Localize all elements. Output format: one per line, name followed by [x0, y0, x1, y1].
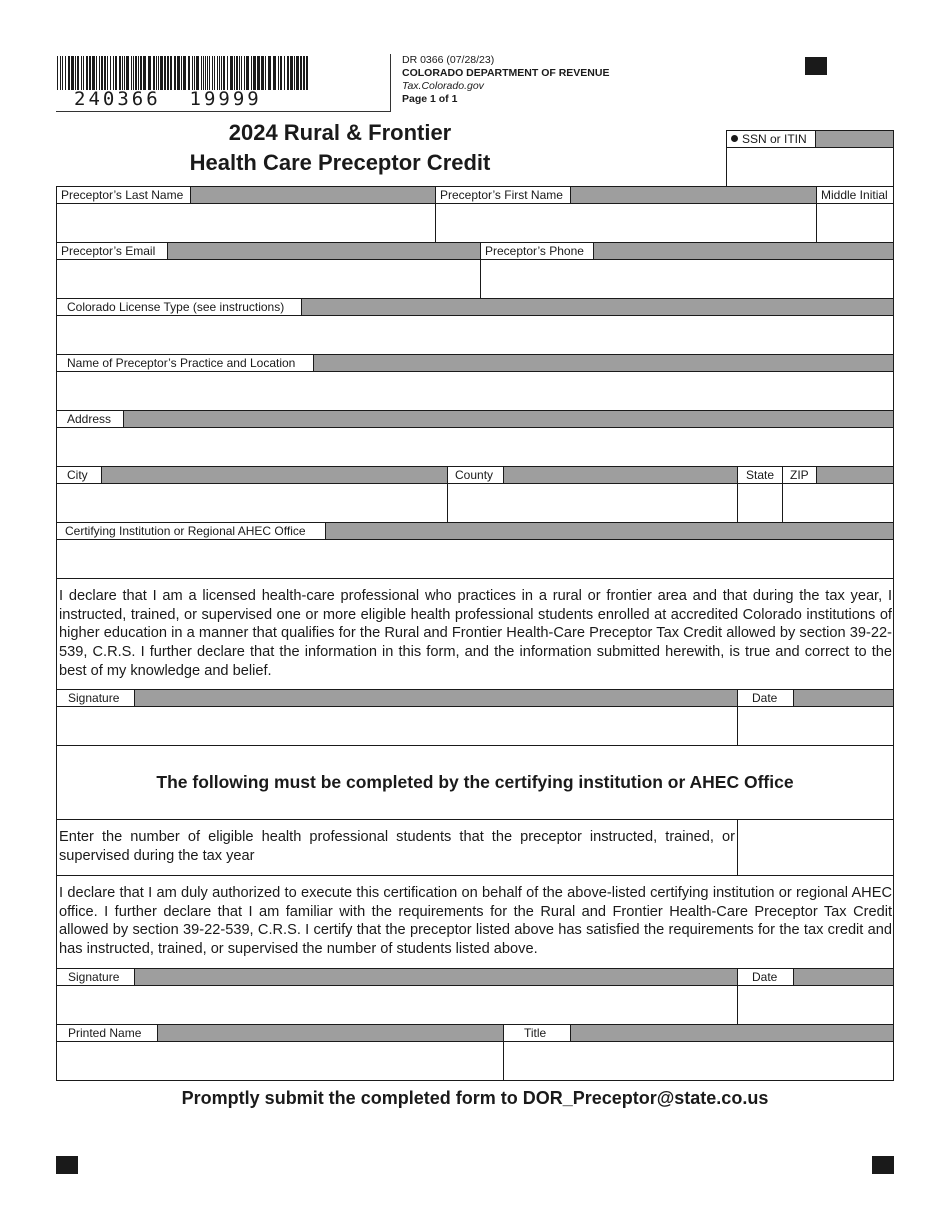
- barcode-bar: [294, 56, 295, 90]
- county-label: County: [447, 466, 504, 484]
- state-label: State: [737, 466, 783, 484]
- barcode-bar: [306, 56, 308, 90]
- barcode-bar: [158, 56, 159, 90]
- barcode-bar: [217, 56, 218, 90]
- registration-mark-top-right: [805, 57, 827, 75]
- signature1-bar: [56, 689, 738, 707]
- barcode-bar: [135, 56, 137, 90]
- zip-label: ZIP: [782, 466, 817, 484]
- barcode-bar: [284, 56, 285, 90]
- barcode-number: 240366 19999: [74, 88, 262, 110]
- first-name-label: Preceptor’s First Name: [435, 186, 571, 204]
- last-name-label: Preceptor’s Last Name: [56, 186, 191, 204]
- barcode-bar: [214, 56, 215, 90]
- barcode-bar: [273, 56, 276, 90]
- email-label: Preceptor’s Email: [56, 242, 168, 260]
- barcode-bar: [160, 56, 163, 90]
- barcode-bar: [278, 56, 279, 90]
- practice-name-label: Name of Preceptor’s Practice and Location: [56, 354, 314, 372]
- barcode-bar: [268, 56, 271, 90]
- barcode-bar: [205, 56, 206, 90]
- barcode-bar: [138, 56, 139, 90]
- form-id: DR 0366 (07/28/23): [402, 54, 495, 66]
- certifying-institution-label: Certifying Institution or Regional AHEC Office: [56, 522, 326, 540]
- barcode-bar: [234, 56, 235, 90]
- barcode-bar: [167, 56, 169, 90]
- registration-mark-bottom-right: [872, 1156, 894, 1174]
- barcode-bar: [143, 56, 146, 90]
- barcode-bar: [133, 56, 134, 90]
- barcode-bar: [140, 56, 142, 90]
- barcode-bar: [241, 56, 242, 90]
- barcode-image: [57, 56, 309, 90]
- barcode-bar: [170, 56, 172, 90]
- address-label: Address: [56, 410, 124, 428]
- barcode-bar: [65, 56, 66, 90]
- students-prompt: Enter the number of eligible health professional students that the preceptor instructed, trained, or supervised during the tax year: [59, 829, 735, 864]
- barcode-bar: [62, 56, 63, 90]
- barcode-bar: [89, 56, 91, 90]
- barcode-bar: [201, 56, 202, 90]
- city-label: City: [56, 466, 102, 484]
- city-bar: [56, 466, 448, 484]
- title-label: Title: [503, 1024, 571, 1042]
- bullet-icon: [731, 135, 738, 142]
- barcode-bar: [261, 56, 264, 90]
- address-bar: [56, 410, 894, 428]
- form-title-line2: Health Care Preceptor Credit: [189, 150, 491, 175]
- barcode-bar: [296, 56, 299, 90]
- barcode-bar: [122, 56, 123, 90]
- form-title-line1: 2024 Rural & Frontier: [228, 120, 452, 145]
- date1-label: Date: [737, 689, 794, 707]
- barcode-bar: [236, 56, 238, 90]
- barcode-bar: [203, 56, 204, 90]
- barcode-bar: [131, 56, 132, 90]
- barcode-bar: [290, 56, 293, 90]
- barcode-bar: [113, 56, 114, 90]
- date2-label: Date: [737, 968, 794, 986]
- barcode-bar: [124, 56, 125, 90]
- barcode-bar: [244, 56, 245, 90]
- barcode-bar: [223, 56, 225, 90]
- barcode-bar: [68, 56, 70, 90]
- barcode-bar: [57, 56, 58, 90]
- barcode-bar: [212, 56, 213, 90]
- barcode-bar: [196, 56, 199, 90]
- barcode-bar: [119, 56, 121, 90]
- ssn-label-text: SSN or ITIN: [742, 132, 807, 146]
- barcode-bar: [239, 56, 240, 90]
- barcode-bar: [107, 56, 108, 90]
- barcode-bar: [164, 56, 166, 90]
- license-type-label: Colorado License Type (see instructions): [56, 298, 302, 316]
- registration-mark-bottom-left: [56, 1156, 78, 1174]
- ssn-label: [726, 130, 816, 148]
- signature2-label: Signature: [56, 968, 135, 986]
- barcode-bar: [81, 56, 82, 90]
- barcode-bar: [148, 56, 151, 90]
- barcode-bar: [101, 56, 103, 90]
- barcode-bar: [86, 56, 88, 90]
- barcode-bar: [96, 56, 97, 90]
- barcode-bar: [75, 56, 76, 90]
- barcode-bar: [71, 56, 74, 90]
- barcode-bar: [230, 56, 233, 90]
- barcode-bar: [183, 56, 186, 90]
- barcode-bar: [153, 56, 155, 90]
- header-divider: [390, 54, 391, 112]
- barcode-bar: [192, 56, 193, 90]
- barcode-bar: [251, 56, 252, 90]
- website: Tax.Colorado.gov: [402, 80, 484, 92]
- department-name: COLORADO DEPARTMENT OF REVENUE: [402, 67, 610, 79]
- barcode-bar: [287, 56, 289, 90]
- barcode-bar: [126, 56, 129, 90]
- barcode-bar: [181, 56, 182, 90]
- submit-instructions: Promptly submit the completed form to DOR_Preceptor@state.co.us: [181, 1088, 769, 1108]
- phone-label: Preceptor’s Phone: [480, 242, 594, 260]
- barcode-bar: [174, 56, 176, 90]
- barcode-bar: [104, 56, 106, 90]
- signature1-label: Signature: [56, 689, 135, 707]
- barcode-bar: [188, 56, 190, 90]
- barcode-bar: [156, 56, 157, 90]
- barcode-bar: [300, 56, 302, 90]
- barcode-bar: [99, 56, 100, 90]
- middle-initial-label: Middle Initial: [816, 186, 894, 204]
- barcode-bar: [60, 56, 61, 90]
- barcode-bar: [257, 56, 260, 90]
- barcode-bar: [77, 56, 79, 90]
- students-count-input[interactable]: [737, 819, 894, 876]
- section-heading: The following must be completed by the certifying institution or AHEC Office: [156, 772, 794, 792]
- barcode-bar: [265, 56, 266, 90]
- barcode-bar: [177, 56, 180, 90]
- barcode-bar: [92, 56, 95, 90]
- barcode-bar: [221, 56, 222, 90]
- barcode-bar: [227, 56, 228, 90]
- barcode-bar: [194, 56, 195, 90]
- barcode-bar: [207, 56, 208, 90]
- barcode-bar: [303, 56, 305, 90]
- preceptor-declaration: I declare that I am a licensed health-care professional who practices in a rural or frontier area and that during the tax year, I instructed, trained, or supervised one or more eligible health professional students enrolled at accredited Colorado institutions of higher education in a manner that qualifies for the Rural and Frontier Health-Care Preceptor Tax Credit allowed by section 39-22-539, C.R.S. I further declare that the information in this form, and the information submitted herewith, is true and correct to the best of my knowledge and belief.: [59, 588, 892, 679]
- barcode-underline: [56, 111, 390, 112]
- barcode-bar: [253, 56, 256, 90]
- barcode-bar: [219, 56, 220, 90]
- barcode-bar: [280, 56, 282, 90]
- signature2-bar: [56, 968, 738, 986]
- barcode-bar: [110, 56, 111, 90]
- barcode-bar: [83, 56, 84, 90]
- printed-name-label: Printed Name: [56, 1024, 158, 1042]
- barcode-bar: [246, 56, 249, 90]
- barcode-bar: [115, 56, 117, 90]
- barcode-bar: [209, 56, 210, 90]
- page-number: Page 1 of 1: [402, 93, 458, 105]
- institution-declaration: I declare that I am duly authorized to execute this certification on behalf of the above-listed certifying institution or regional AHEC office. I further declare that I am familiar with the requirements for the Rural and Frontier Health-Care Preceptor Tax Credit allowed by section 39-22-539, C.R.S. I certify that the preceptor listed above has satisfied the requirements for the tax credit and has instructed, trained, or supervised the number of students listed above.: [59, 885, 892, 958]
